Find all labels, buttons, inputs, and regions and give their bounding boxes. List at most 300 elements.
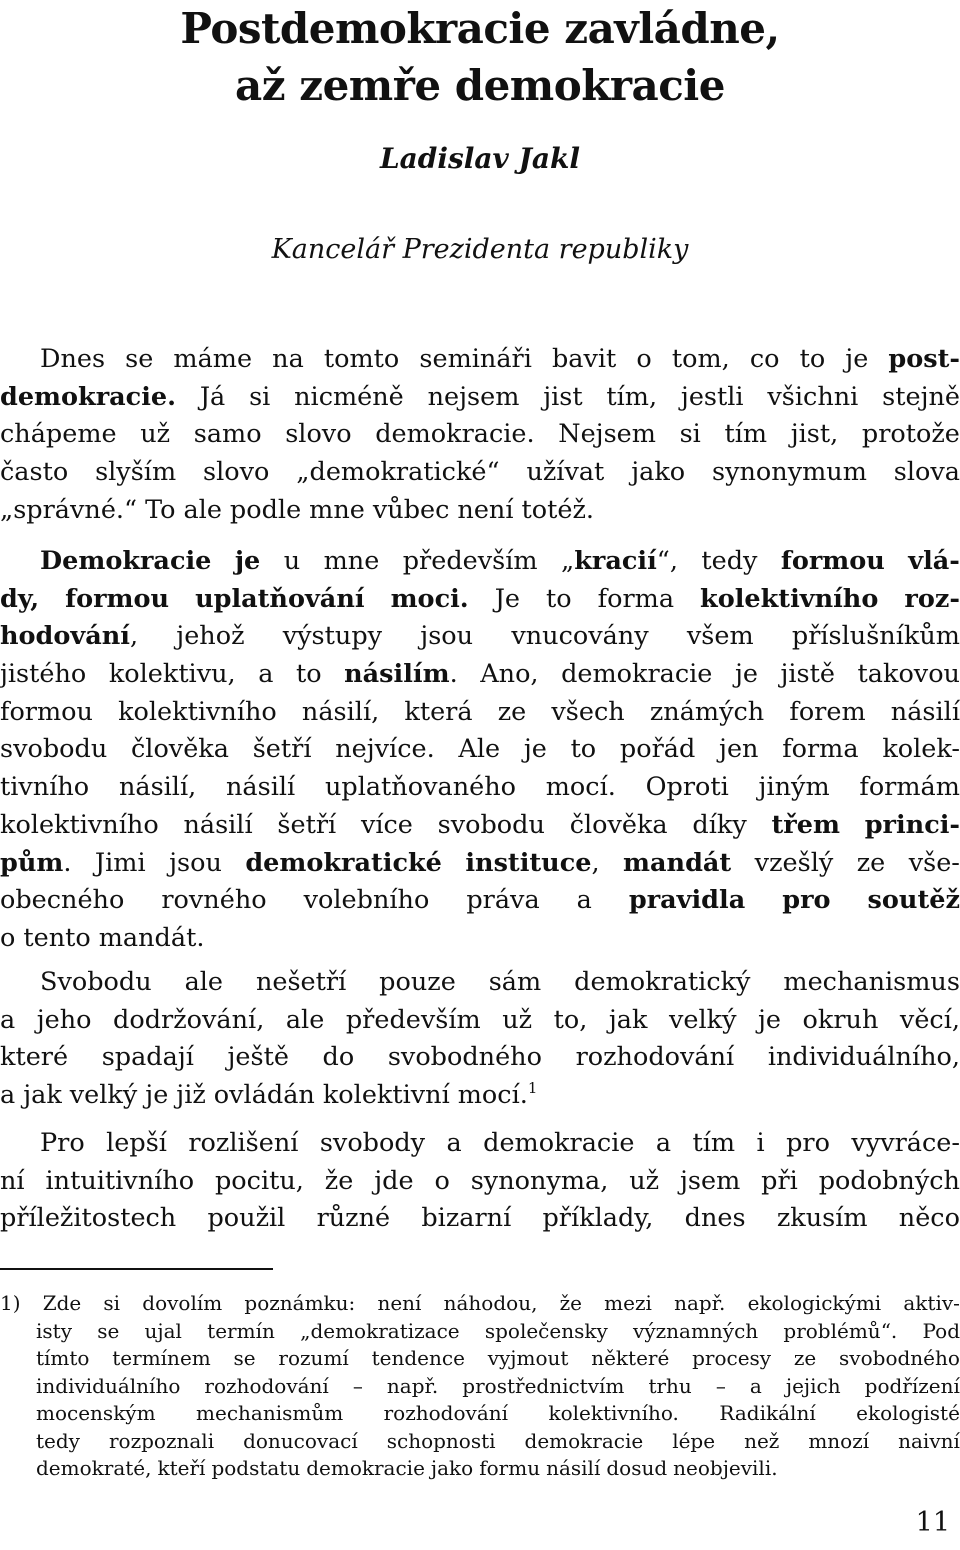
word: demokratické	[245, 847, 442, 878]
text-line	[0, 920, 960, 958]
word: rovného	[161, 885, 267, 916]
word: ujal	[144, 1318, 182, 1343]
word: demokracie.	[375, 419, 535, 450]
text-line	[0, 416, 960, 454]
word: která	[404, 696, 473, 727]
word: tím	[724, 419, 768, 450]
footnote-marker: 1	[527, 1079, 538, 1098]
word: demokracie.	[0, 381, 176, 412]
footnote-line	[0, 1455, 960, 1483]
word: pům.	[0, 847, 72, 878]
word: Radikální	[719, 1401, 816, 1425]
word: už	[502, 1004, 533, 1035]
word: použil	[207, 1203, 286, 1234]
word: svobodného	[839, 1346, 960, 1370]
word: mocí.$^1$	[457, 1079, 538, 1111]
word: především	[345, 1004, 481, 1035]
word: kolektivního.	[548, 1401, 679, 1425]
word: mechanismům	[196, 1401, 344, 1425]
text-line	[0, 1200, 960, 1238]
word: že	[324, 1165, 354, 1196]
word: ale	[184, 967, 224, 997]
word: donucovací	[243, 1428, 358, 1453]
word: dovolím	[142, 1291, 223, 1315]
word: neobjevili.	[673, 1456, 778, 1480]
word: některé	[591, 1346, 670, 1370]
word: svobody	[319, 1128, 426, 1158]
word: Zde	[42, 1291, 82, 1315]
word: vyvráce-	[851, 1128, 960, 1158]
word: to	[570, 734, 597, 765]
word: takovou	[857, 659, 960, 690]
word: jako	[631, 457, 686, 488]
word: je	[734, 659, 758, 690]
word: podstatu	[211, 1456, 301, 1480]
word: jehož	[176, 621, 245, 652]
word: bizarní	[421, 1203, 512, 1234]
word: tedy	[36, 1428, 80, 1453]
text-line	[0, 1125, 960, 1163]
word: všichni	[767, 381, 859, 412]
word: ale	[285, 1004, 325, 1035]
word: rozhodování	[575, 1042, 735, 1073]
word: i	[756, 1128, 765, 1158]
word: princi-	[864, 809, 960, 840]
text-line	[0, 964, 960, 1002]
word: post-	[888, 344, 960, 374]
word: tom,	[671, 344, 730, 374]
word: práva	[466, 885, 540, 916]
text-line	[0, 882, 960, 920]
footnote-line	[0, 1428, 960, 1456]
word: dodržování,	[113, 1004, 265, 1035]
word: Nejsem	[558, 419, 656, 450]
text-line	[0, 543, 960, 581]
word: tedy	[701, 546, 758, 576]
word: než	[744, 1428, 780, 1453]
word: jsem	[679, 1165, 741, 1196]
word: 1)	[0, 1291, 21, 1315]
word: rozhodování	[204, 1373, 329, 1398]
footnote-line	[0, 1290, 960, 1318]
word: poznámku:	[244, 1291, 356, 1315]
word: Je	[494, 583, 521, 614]
word: jiným	[758, 772, 830, 803]
word: mnozí	[808, 1428, 870, 1453]
word: podle	[229, 494, 302, 525]
word: individuálního	[36, 1373, 181, 1398]
word: člověka	[569, 809, 668, 840]
word: jejich	[785, 1373, 841, 1398]
word: příklady,	[542, 1203, 654, 1234]
word: kolektivního	[0, 809, 159, 840]
word: jsou	[169, 847, 222, 878]
word: u	[283, 546, 301, 576]
word: formou	[780, 546, 885, 576]
author-affiliation: Kancelář Prezidenta republiky	[271, 234, 689, 265]
word: vzešlý	[754, 847, 834, 878]
text-line	[0, 807, 960, 845]
word: demokracie	[306, 1456, 425, 1480]
word: je	[234, 546, 261, 576]
word: vše-	[908, 847, 960, 878]
footnote-line	[0, 1318, 960, 1346]
word: a	[749, 1373, 762, 1398]
word: se	[233, 1346, 256, 1370]
word: termín	[207, 1318, 275, 1343]
word: jist,	[790, 419, 839, 450]
word: „demokratizace	[300, 1318, 460, 1343]
word: forma	[597, 583, 675, 614]
word: rozhodování	[383, 1401, 509, 1425]
word: spadají	[101, 1042, 194, 1073]
text-line	[0, 492, 960, 530]
word: především	[402, 546, 538, 576]
word: uplatňování	[195, 583, 365, 614]
word: jde	[374, 1165, 414, 1196]
word: uplatňovaného	[324, 772, 516, 803]
word: násilí,	[118, 772, 197, 803]
word: nešetří	[255, 967, 347, 997]
word: rozpoznali	[108, 1428, 215, 1453]
word: mocenským	[36, 1401, 156, 1425]
word: které	[0, 1042, 69, 1073]
word: se	[97, 1318, 120, 1343]
word: tento	[23, 922, 91, 953]
word: už	[140, 419, 171, 450]
word: formou	[65, 583, 170, 614]
word: příležitostech	[0, 1203, 177, 1234]
text-line	[0, 618, 960, 656]
footnote-line	[0, 1400, 960, 1428]
word: pro	[782, 885, 831, 916]
word: se	[125, 344, 154, 374]
word: pouze	[379, 967, 456, 997]
word: slovo	[203, 457, 270, 488]
word: nejvíce.	[335, 734, 435, 765]
word: demokracie	[524, 1428, 644, 1453]
word: stejně	[882, 381, 960, 412]
word: Ano,	[480, 659, 539, 690]
word: procesy	[692, 1346, 772, 1370]
word: není	[377, 1291, 422, 1315]
word: formám	[859, 772, 960, 803]
word: ovládán	[213, 1080, 315, 1111]
word: jen	[719, 734, 759, 765]
word: demokracie	[483, 1128, 635, 1158]
word: prostřednictvím	[462, 1373, 625, 1398]
word: a	[446, 1128, 462, 1158]
text-line	[0, 341, 960, 379]
word: kolektivního	[700, 583, 879, 614]
word: a	[0, 1004, 16, 1035]
word: Demokracie	[40, 546, 212, 576]
word: mezi	[604, 1291, 652, 1315]
word: o	[0, 922, 16, 953]
text-line	[0, 694, 960, 732]
word: formou	[0, 696, 93, 727]
word: forma	[782, 734, 859, 765]
paragraph-1	[0, 341, 960, 529]
word: ještě	[227, 1042, 289, 1073]
word: šetří	[277, 809, 337, 840]
footnote-line	[0, 1345, 960, 1373]
word: do	[322, 1042, 355, 1073]
word: ekologisté	[856, 1401, 960, 1425]
word: náhodou,	[443, 1291, 538, 1315]
word: soutěž	[867, 885, 960, 916]
word: není	[457, 494, 514, 525]
word: Pro	[40, 1128, 85, 1158]
word: vlá-	[908, 546, 960, 576]
text-line	[0, 769, 960, 807]
word: různé	[316, 1203, 391, 1234]
word: násilí	[890, 696, 960, 727]
word: semináři	[419, 344, 532, 374]
word: Ale	[458, 734, 501, 765]
word: pořád	[619, 734, 696, 765]
word: hodování,	[0, 621, 139, 652]
text-line	[0, 656, 960, 694]
word: co	[749, 344, 780, 374]
word: vůbec	[372, 494, 450, 525]
word: ale	[183, 494, 222, 525]
word: slova	[893, 457, 960, 488]
word: nejsem	[427, 381, 520, 412]
word: významných	[633, 1318, 759, 1343]
word: pocitu,	[214, 1165, 304, 1196]
word: rozlišení	[188, 1128, 299, 1158]
word: trhu	[648, 1373, 692, 1398]
word: násilí	[546, 1456, 601, 1480]
word: instituce,	[465, 847, 600, 878]
word: jistě	[780, 659, 835, 690]
word: ze	[497, 696, 527, 727]
word: dnes	[684, 1203, 746, 1234]
word: totéž.	[521, 494, 594, 525]
word: více	[360, 809, 413, 840]
word: ekologickými	[747, 1291, 882, 1315]
word: mne	[309, 494, 365, 525]
word: pro	[786, 1128, 830, 1158]
word: ze	[793, 1346, 817, 1370]
word: něco	[898, 1203, 960, 1234]
text-line	[0, 581, 960, 619]
word: např.	[674, 1291, 726, 1315]
word: Svobodu	[40, 967, 152, 997]
word: obecného	[0, 885, 125, 916]
word: Dnes	[40, 344, 106, 374]
word: jako	[430, 1456, 474, 1480]
word: a	[258, 659, 274, 690]
word: bavit	[551, 344, 617, 374]
text-line	[0, 1163, 960, 1201]
word: lepší	[106, 1128, 167, 1158]
text-line	[0, 731, 960, 769]
word: příslušníkům	[791, 621, 960, 652]
word: samo	[193, 419, 262, 450]
word: pravidla	[628, 885, 746, 916]
word: a	[655, 1128, 672, 1158]
word: slovo	[285, 419, 352, 450]
word: mne	[323, 546, 380, 576]
word: je	[758, 1004, 782, 1035]
word: si	[679, 419, 701, 450]
word: okruh	[802, 1004, 879, 1035]
word: často	[0, 457, 69, 488]
word: svobodu	[437, 809, 545, 840]
word: demokracie	[561, 659, 713, 690]
word: tendence	[371, 1346, 465, 1370]
word: a	[0, 1080, 16, 1111]
word: „správné.“	[0, 494, 138, 525]
word: demokraté,	[36, 1456, 152, 1480]
word: nicméně	[294, 381, 404, 412]
word: Jimi	[94, 847, 146, 878]
text-line	[0, 454, 960, 492]
word: tivního	[0, 772, 90, 803]
word: člověka	[131, 734, 229, 765]
footnote	[0, 1290, 960, 1483]
word: „demokratické“	[296, 457, 500, 488]
page-number: 11	[915, 1507, 950, 1538]
word: individuálního,	[767, 1042, 960, 1073]
word: všech	[551, 696, 625, 727]
word: na	[272, 344, 304, 374]
word: jsou	[420, 621, 474, 652]
word: je	[845, 344, 869, 374]
word: to,	[553, 1004, 588, 1035]
word: tím	[692, 1128, 736, 1158]
word: rozumí	[278, 1346, 349, 1370]
word: máme	[173, 344, 253, 374]
word: dy,	[0, 583, 40, 614]
paragraph-3	[0, 964, 960, 1115]
word: protože	[861, 419, 960, 450]
word: slyším	[95, 457, 177, 488]
text-line	[0, 845, 960, 883]
footnote-line	[0, 1373, 960, 1401]
word: násilí	[183, 809, 253, 840]
word: termínem	[112, 1346, 211, 1370]
word: věcí,	[899, 1004, 960, 1035]
word: velký	[668, 1004, 737, 1035]
word: užívat	[526, 457, 605, 488]
word: kolektivního	[118, 696, 277, 727]
word: mocí.	[545, 772, 616, 803]
word: ní	[0, 1165, 25, 1196]
word: společensky	[484, 1318, 608, 1343]
word: synonyma,	[470, 1165, 609, 1196]
word: lépe	[672, 1428, 716, 1453]
word: jistého	[0, 659, 87, 690]
word: tomto	[323, 344, 400, 374]
word: šetří	[252, 734, 312, 765]
paragraph-2	[0, 543, 960, 958]
word: problémů“.	[783, 1318, 898, 1343]
word: o	[636, 344, 652, 374]
title-line-1: Postdemokracie zavládne,	[180, 4, 780, 53]
word: výstupy	[282, 621, 383, 652]
word: násilí	[226, 772, 296, 803]
word: –	[715, 1373, 726, 1398]
word: tímto	[36, 1346, 90, 1370]
word: to	[799, 344, 826, 374]
word: to	[546, 583, 572, 614]
word: kolektivní	[322, 1080, 450, 1111]
word: Já	[199, 381, 226, 412]
word: si	[249, 381, 271, 412]
word: schopnosti	[386, 1428, 496, 1453]
word: násilí,	[301, 696, 380, 727]
word: tím,	[606, 381, 658, 412]
word: při	[761, 1165, 798, 1196]
word: díky	[692, 809, 747, 840]
word: mandát	[623, 847, 732, 878]
text-line	[0, 1002, 960, 1040]
word: kteří	[157, 1456, 206, 1480]
word: kolektivu,	[108, 659, 236, 690]
word: kolek-	[882, 734, 960, 765]
word: Oproti	[645, 772, 729, 803]
word: o	[434, 1165, 450, 1196]
word: jeho	[36, 1004, 92, 1035]
word: vyjmout	[487, 1346, 569, 1370]
word: podřízení	[864, 1373, 960, 1398]
word: To	[145, 494, 176, 525]
text-line	[0, 1039, 960, 1077]
word: ze	[856, 847, 886, 878]
word: isty	[36, 1318, 72, 1343]
author-name: Ladislav Jakl	[379, 142, 581, 175]
word: jak	[23, 1080, 62, 1111]
word: už	[629, 1165, 660, 1196]
word: formu	[479, 1456, 541, 1480]
word: to	[295, 659, 322, 690]
footnote-separator	[0, 1268, 273, 1270]
text-line	[0, 379, 960, 417]
word: již	[176, 1080, 206, 1111]
word: velký	[69, 1080, 138, 1111]
word: známých	[649, 696, 765, 727]
word: svobodu	[0, 734, 108, 765]
word: demokratický	[574, 967, 751, 997]
word: je	[523, 734, 547, 765]
word: „kracií“,	[561, 546, 678, 576]
word: synonymum	[712, 457, 867, 488]
word: zkusím	[776, 1203, 868, 1234]
word: sám	[488, 967, 542, 997]
paragraph-4	[0, 1125, 960, 1238]
word: vnucovány	[511, 621, 649, 652]
word: násilím.	[344, 659, 458, 690]
word: roz-	[904, 583, 960, 614]
word: že	[559, 1291, 582, 1315]
word: naivní	[898, 1428, 960, 1453]
word: mandát.	[98, 922, 205, 953]
word: mechanismus	[783, 967, 960, 997]
word: si	[103, 1291, 121, 1315]
word: podobných	[818, 1165, 960, 1196]
word: třem	[771, 809, 840, 840]
word: Pod	[922, 1318, 960, 1343]
word: dosud	[606, 1456, 668, 1480]
title-line-2: až zemře demokracie	[235, 61, 725, 110]
word: moci.	[390, 583, 469, 614]
word: chápeme	[0, 419, 117, 450]
word: intuitivního	[45, 1165, 195, 1196]
word: např.	[386, 1373, 439, 1398]
